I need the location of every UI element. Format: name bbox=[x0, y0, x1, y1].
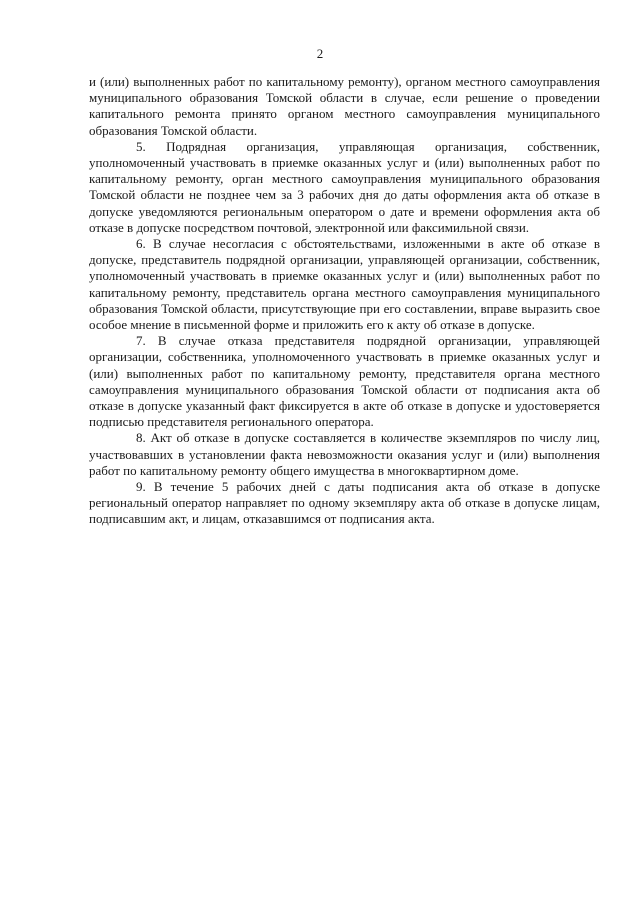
paragraph-6: 6. В случае несогласия с обстоятельствами, изложенными в акте об отказе в допуске, представитель подрядной организации, управляющей организации, собственник, уполномоченный участвовать в приемке оказанных услуг и (или) выполненных работ по капитальному ремонту, представитель органа местного самоуправления муниципального образования Томской области, присутствующие при его составлении, вправе выразить свое особое мнение в письменной форме и приложить его к акту об отказе в допуске. bbox=[89, 236, 600, 333]
paragraph-9: 9. В течение 5 рабочих дней с даты подписания акта об отказе в допуске региональный оператор направляет по одному экземпляру акта об отказе в допуске лицам, подписавшим акт, и лицам, отказавшимся от подписания акта. bbox=[89, 479, 600, 527]
page-number: 2 bbox=[316, 46, 324, 61]
paragraph-continuation: и (или) выполненных работ по капитальному ремонту), органом местного самоуправления муниципального образования Томской области в случае, если решение о проведении капитального ремонта принято органом местного самоуправления муниципального образования Томской области. bbox=[89, 74, 600, 138]
paragraph-7: 7. В случае отказа представителя подрядной организации, управляющей организации, собственника, уполномоченного участвовать в приемке оказанных услуг и (или) выполненных работ по капитальному ремонту, представителя органа местного самоуправления муниципального образования Томской области от подписания акта об отказе в допуске указанный факт фиксируется в акте об отказе в допуске и удостоверяется подписью представителя регионального оператора. bbox=[89, 333, 600, 430]
document-body bbox=[89, 74, 600, 528]
paragraph-8: 8. Акт об отказе в допуске составляется в количестве экземпляров по числу лиц, участвовавших в установлении факта невозможности оказания услуг и (или) выполнения работ по капитальному ремонту общего имущества в многоквартирном доме. bbox=[89, 430, 600, 478]
paragraph-5: 5. Подрядная организация, управляющая организация, собственник, уполномоченный участвовать в приемке оказанных услуг и (или) выполненных работ по капитальному ремонту, орган местного самоуправления муниципального образования Томской области не позднее чем за 3 рабочих дня до даты оформления акта об отказе в допуске уведомляются региональным оператором о дате и времени оформления акта об отказе в допуске посредством почтовой, электронной или факсимильной связи. bbox=[89, 138, 600, 235]
